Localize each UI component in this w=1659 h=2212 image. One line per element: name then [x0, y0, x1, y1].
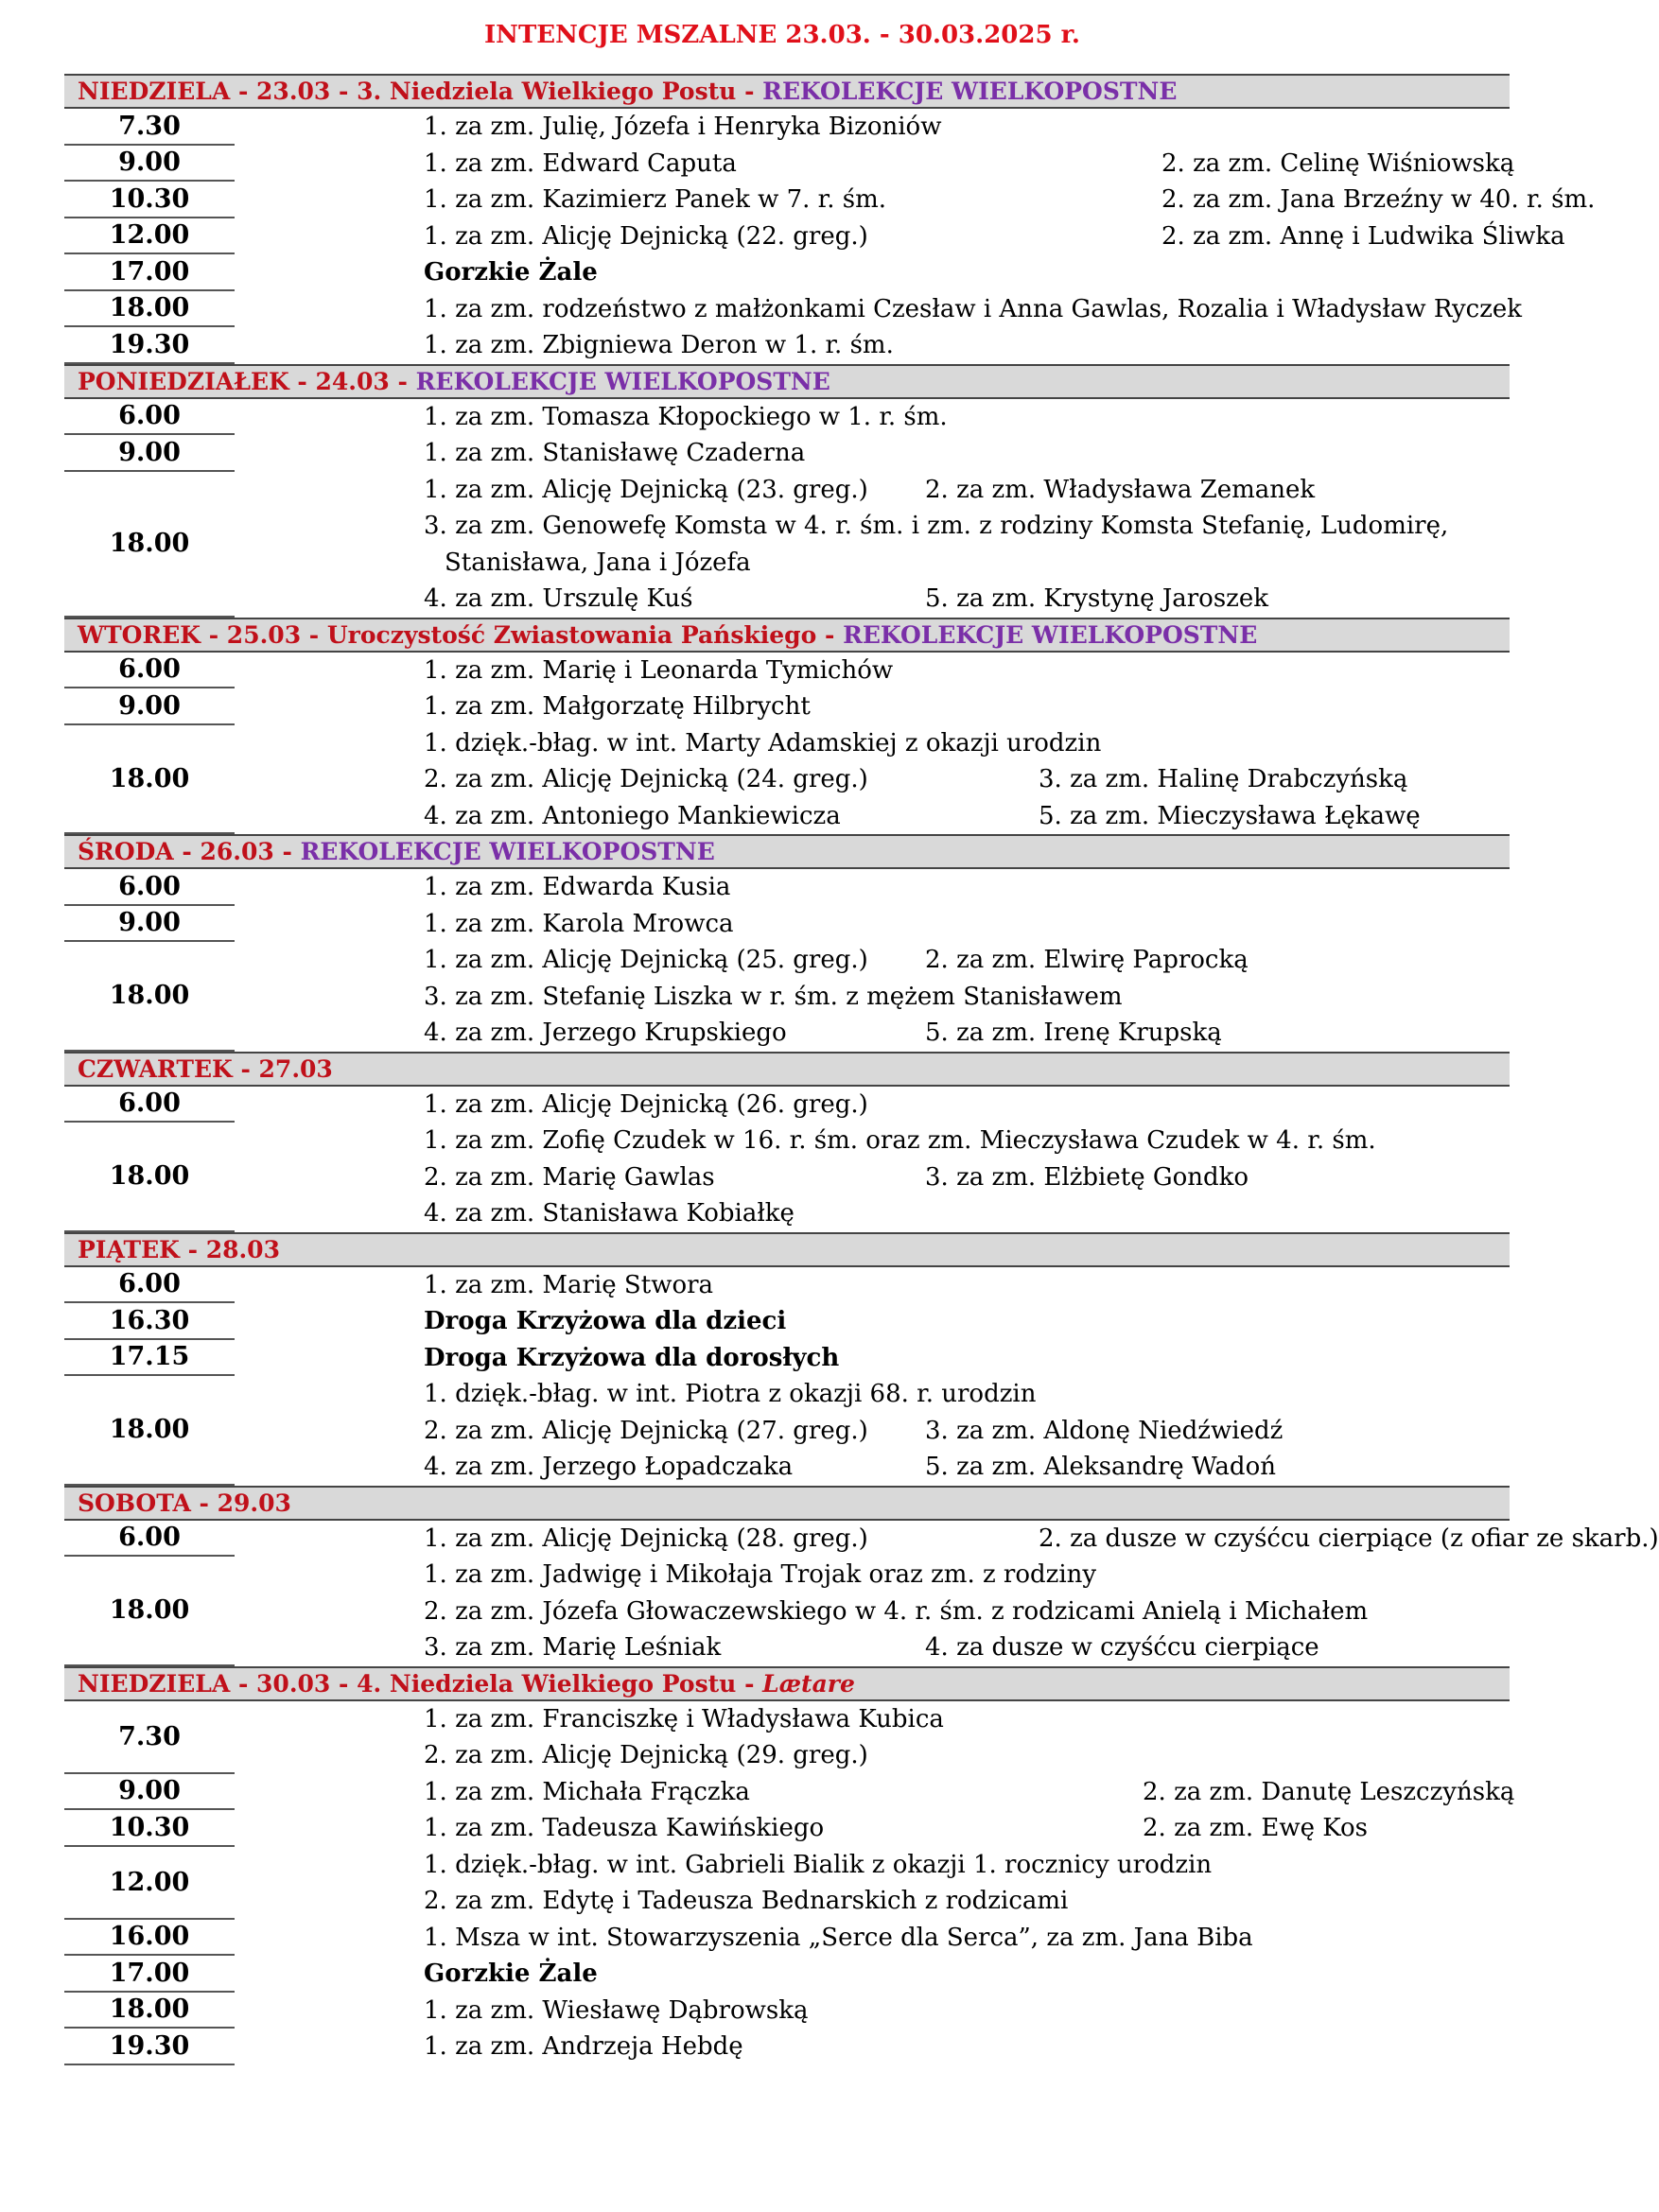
- intention-text: 1. za zm. Andrzeja Hebdę: [424, 2032, 743, 2062]
- intention-text: 1. za zm. Marię i Leonarda Tymichów: [424, 655, 894, 685]
- day-header: [64, 1666, 1510, 1701]
- intention-text: Gorzkie Żale: [424, 258, 598, 287]
- intention-text: 1. za zm. Wiesławę Dąbrowską: [424, 1995, 809, 2025]
- intentions: [235, 291, 1522, 328]
- intention-text: 5. za zm. Krystynę Jaroszek: [925, 584, 1269, 614]
- intention-text: 2. za zm. Alicję Dejnicką (29. greg.): [424, 1741, 868, 1770]
- intention-text: Stanisława, Jana i Józefa: [445, 548, 751, 577]
- day-title: ŚRODA - 26.03: [78, 838, 274, 865]
- mass-row: [64, 725, 1510, 835]
- intention-text: 1. za zm. Alicję Dejnicką (23. greg.): [424, 475, 868, 504]
- day-separator: -: [273, 838, 301, 865]
- mass-row: [64, 399, 1510, 436]
- intention-line: [424, 1195, 1510, 1232]
- day-header: [64, 1232, 1510, 1267]
- mass-time: 19.30: [64, 327, 235, 364]
- intention-text: 1. za zm. Julię, Józefa i Henryka Bizoniów: [424, 113, 942, 142]
- mass-time: 16.30: [64, 1303, 235, 1340]
- intentions: [235, 1303, 1510, 1340]
- mass-time: 9.00: [64, 435, 235, 472]
- intention-line: [424, 435, 1510, 472]
- page-title: INTENCJE MSZALNE 23.03. - 30.03.2025 r.: [484, 21, 1080, 49]
- intention-line: [424, 1449, 1510, 1486]
- mass-time: 18.00: [64, 291, 235, 328]
- mass-row: [64, 1557, 1510, 1666]
- intention-line: [424, 869, 1510, 906]
- intention-line: [424, 906, 1510, 943]
- intention-line: [424, 1340, 1510, 1377]
- intention-text: 4. za zm. Urszulę Kuś: [424, 584, 693, 614]
- intention-line: [424, 688, 1510, 725]
- mass-time: 6.00: [64, 1521, 235, 1558]
- intentions: [235, 1340, 1510, 1377]
- intention-text: 2. za zm. Danutę Leszczyńską: [1143, 1777, 1515, 1806]
- intentions: [235, 906, 1510, 943]
- intention-text: 1. dzięk.-błag. w int. Gabrieli Bialik z okazji 1. rocznicy urodzin: [424, 1850, 1213, 1879]
- mass-time: 6.00: [64, 653, 235, 689]
- intention-line: [424, 146, 1514, 183]
- intention-text: 3. za zm. Stefanię Liszka w r. śm. z mężem Stanisławem: [424, 982, 1123, 1011]
- mass-row: [64, 1956, 1510, 1993]
- intention-line: [424, 2029, 1510, 2065]
- day-header: [64, 364, 1510, 399]
- intention-line: [424, 1123, 1510, 1159]
- mass-row: [64, 1087, 1510, 1123]
- intention-line: [424, 1774, 1514, 1811]
- intention-text: 1. za zm. Franciszkę i Władysława Kubica: [424, 1704, 944, 1733]
- day-title: SOBOTA - 29.03: [78, 1489, 291, 1517]
- intentions: [235, 653, 1510, 689]
- day-header: [64, 74, 1510, 109]
- intention-line: [424, 472, 1510, 509]
- mass-row: [64, 1340, 1510, 1377]
- intention-line: [424, 1701, 1510, 1738]
- mass-row: [64, 688, 1510, 725]
- intention-line: [424, 1557, 1510, 1594]
- intentions: [235, 1557, 1510, 1666]
- intention-text: 3. za zm. Aldonę Niedźwiedź: [925, 1416, 1284, 1445]
- intention-line: [424, 545, 1510, 582]
- intentions: [235, 218, 1565, 255]
- intention-text: 3. za zm. Marię Leśniak: [424, 1633, 722, 1663]
- intentions: [235, 435, 1510, 472]
- intentions: [235, 1521, 1659, 1558]
- intention-text: 2. za zm. Ewę Kos: [1143, 1814, 1369, 1843]
- day-note: Lætare: [762, 1669, 855, 1698]
- day-separator: -: [389, 367, 416, 395]
- day-header: [64, 1486, 1510, 1521]
- intention-line: [424, 761, 1510, 798]
- intention-line: [424, 218, 1565, 255]
- intention-line: [424, 1629, 1510, 1666]
- mass-row: [64, 146, 1515, 183]
- mass-row: [64, 1303, 1510, 1340]
- day-note: REKOLEKCJE WIELKOPOSTNE: [300, 838, 715, 865]
- mass-row: [64, 906, 1510, 943]
- mass-time: 17.00: [64, 1956, 235, 1993]
- intention-text: 2. za zm. Alicję Dejnicką (27. greg.): [424, 1416, 868, 1445]
- intention-text: 1. za zm. Tadeusza Kawińskiego: [424, 1814, 825, 1843]
- mass-time: 9.00: [64, 146, 235, 183]
- intention-line: [424, 327, 1510, 364]
- mass-row: [64, 1774, 1515, 1811]
- intention-line: [424, 1737, 1510, 1774]
- mass-time: 18.00: [64, 1993, 235, 2029]
- intention-line: [424, 1413, 1510, 1450]
- intention-text: 2. za zm. Annę i Ludwika Śliwka: [1161, 221, 1565, 251]
- intentions: [235, 1774, 1514, 1811]
- intention-line: [424, 399, 1510, 436]
- intentions: [235, 725, 1510, 835]
- mass-time: 6.00: [64, 399, 235, 436]
- intention-line: [424, 1015, 1510, 1052]
- intentions: [235, 688, 1510, 725]
- intention-text: 1. za zm. Tomasza Kłopockiego w 1. r. śm.: [424, 402, 948, 431]
- intentions: [235, 2029, 1510, 2065]
- mass-row: [64, 182, 1596, 218]
- intention-text: 2. za zm. Marię Gawlas: [424, 1162, 715, 1192]
- intention-text: 1. za zm. Małgorzatę Hilbrycht: [424, 692, 811, 722]
- intentions: [235, 146, 1514, 183]
- intention-text: 2. za zm. Alicję Dejnicką (24. greg.): [424, 765, 868, 794]
- intentions: [235, 1701, 1510, 1774]
- day-header: [64, 1052, 1510, 1087]
- intention-line: [424, 581, 1510, 618]
- day-title: CZWARTEK - 27.03: [78, 1054, 333, 1083]
- intention-text: 5. za zm. Irenę Krupską: [925, 1019, 1222, 1048]
- day-title: WTOREK - 25.03 - Uroczystość Zwiastowania Pańskiego: [78, 620, 817, 649]
- intention-line: [424, 1303, 1510, 1340]
- mass-row: [64, 1993, 1510, 2029]
- intentions: [235, 869, 1510, 906]
- intention-line: [424, 1920, 1510, 1957]
- intentions: [235, 942, 1510, 1052]
- intentions: [235, 1993, 1510, 2029]
- intention-text: 4. za zm. Antoniego Mankiewicza: [424, 801, 841, 830]
- mass-row: [64, 2029, 1510, 2065]
- mass-time: 12.00: [64, 218, 235, 255]
- mass-time: 6.00: [64, 1267, 235, 1304]
- mass-time: 18.00: [64, 942, 235, 1052]
- mass-time: 16.00: [64, 1920, 235, 1957]
- mass-row: [64, 109, 1510, 146]
- mass-time: 6.00: [64, 1087, 235, 1123]
- intentions: [235, 1123, 1510, 1232]
- mass-time: 9.00: [64, 688, 235, 725]
- intention-line: [424, 1847, 1510, 1884]
- mass-time: 12.00: [64, 1847, 235, 1920]
- mass-row: [64, 327, 1510, 364]
- mass-time: 10.30: [64, 1810, 235, 1847]
- mass-time: 18.00: [64, 1557, 235, 1666]
- intention-text: 5. za zm. Mieczysława Łękawę: [1039, 801, 1421, 830]
- intention-text: Droga Krzyżowa dla dorosłych: [424, 1343, 840, 1372]
- mass-row: [64, 1123, 1510, 1232]
- intention-text: 1. za zm. Marię Stwora: [424, 1270, 714, 1299]
- intentions: [235, 399, 1510, 436]
- intentions: [235, 1087, 1510, 1123]
- intention-line: [424, 254, 1510, 291]
- mass-row: [64, 1920, 1510, 1957]
- intention-line: [424, 725, 1510, 762]
- intention-text: 1. za zm. Alicję Dejnicką (25. greg.): [424, 946, 868, 975]
- mass-time: 17.15: [64, 1340, 235, 1377]
- day-header: [64, 618, 1510, 653]
- intention-text: 1. za zm. Stanisławę Czaderna: [424, 439, 806, 468]
- intentions: [235, 472, 1510, 618]
- intention-text: 1. Msza w int. Stowarzyszenia „Serce dla Serca”, za zm. Jana Biba: [424, 1923, 1253, 1952]
- mass-row: [64, 254, 1510, 291]
- mass-row: [64, 291, 1523, 328]
- day-separator: -: [736, 78, 763, 105]
- intentions: [235, 1920, 1510, 1957]
- mass-row: [64, 942, 1510, 1052]
- intention-line: [424, 1993, 1510, 2029]
- mass-time: 18.00: [64, 472, 235, 618]
- mass-time: 18.00: [64, 1376, 235, 1486]
- day-title: PIĄTEK - 28.03: [78, 1235, 280, 1263]
- intention-text: 1. za zm. Edwarda Kusia: [424, 873, 731, 902]
- intentions: [235, 182, 1595, 218]
- intention-text: 4. za dusze w czyśćcu cierpiące: [925, 1633, 1319, 1663]
- mass-time: 18.00: [64, 725, 235, 835]
- mass-row: [64, 1847, 1510, 1920]
- intention-text: 1. za zm. Alicję Dejnicką (22. greg.): [424, 221, 868, 251]
- intention-text: 2. za zm. Celinę Wiśniowską: [1161, 148, 1515, 178]
- mass-row: [64, 218, 1565, 255]
- intention-text: Gorzkie Żale: [424, 1959, 598, 1989]
- mass-row: [64, 1267, 1510, 1304]
- mass-row: [64, 869, 1510, 906]
- intention-line: [424, 1267, 1510, 1304]
- intention-text: 1. za zm. rodzeństwo z małżonkami Czesław i Anna Gawlas, Rozalia i Władysław Ryczek: [424, 294, 1523, 323]
- day-title: NIEDZIELA - 23.03 - 3. Niedziela Wielkiego Postu: [78, 78, 737, 105]
- intention-text: 1. za zm. Karola Mrowca: [424, 909, 734, 938]
- intentions: [235, 1376, 1510, 1486]
- intention-text: 3. za zm. Genowefę Komsta w 4. r. śm. i zm. z rodziny Komsta Stefanię, Ludomirę,: [424, 512, 1449, 541]
- mass-row: [64, 653, 1510, 689]
- intention-text: 3. za zm. Elżbietę Gondko: [925, 1162, 1249, 1192]
- mass-row: [64, 1701, 1510, 1774]
- intention-line: [424, 942, 1510, 979]
- mass-time: 7.30: [64, 109, 235, 146]
- intention-line: [424, 653, 1510, 689]
- mass-time: 19.30: [64, 2029, 235, 2065]
- intentions: [235, 109, 1510, 146]
- intentions: [235, 1810, 1510, 1847]
- intention-text: 1. za zm. Edward Caputa: [424, 148, 737, 178]
- intention-text: 1. za zm. Zofię Czudek w 16. r. śm. oraz zm. Mieczysława Czudek w 4. r. śm.: [424, 1126, 1376, 1156]
- intentions: [235, 1267, 1510, 1304]
- intentions: [235, 1956, 1510, 1993]
- intention-text: 1. za zm. Michała Frączka: [424, 1777, 750, 1806]
- intention-line: [424, 1956, 1510, 1993]
- intention-text: 2. za zm. Jana Brzeźny w 40. r. śm.: [1161, 185, 1596, 215]
- mass-row: [64, 435, 1510, 472]
- day-title: PONIEDZIAŁEK - 24.03: [78, 367, 390, 395]
- intention-line: [424, 1521, 1659, 1558]
- day-title: NIEDZIELA - 30.03 - 4. Niedziela Wielkiego Postu: [78, 1669, 737, 1698]
- intention-text: 3. za zm. Halinę Drabczyńską: [1039, 765, 1408, 794]
- mass-row: [64, 1376, 1510, 1486]
- intention-text: 4. za zm. Jerzego Łopadczaka: [424, 1453, 794, 1482]
- intention-text: 1. za zm. Alicję Dejnicką (26. greg.): [424, 1089, 868, 1119]
- intention-line: [424, 508, 1510, 545]
- intention-text: 2. za zm. Elwirę Paprocką: [925, 946, 1249, 975]
- intention-line: [424, 109, 1510, 146]
- mass-time: 9.00: [64, 906, 235, 943]
- day-note: REKOLEKCJE WIELKOPOSTNE: [762, 78, 1178, 105]
- mass-row: [64, 472, 1510, 618]
- intention-line: [424, 1810, 1510, 1847]
- intention-line: [424, 1594, 1510, 1630]
- intention-text: 4. za zm. Stanisława Kobiałkę: [424, 1199, 795, 1228]
- intentions: [235, 1847, 1510, 1920]
- mass-time: 10.30: [64, 182, 235, 218]
- mass-row: [64, 1521, 1659, 1558]
- intention-line: [424, 979, 1510, 1016]
- intention-text: 2. za zm. Józefa Głowaczewskiego w 4. r. śm. z rodzicami Anielą i Michałem: [424, 1596, 1369, 1626]
- intentions: [235, 327, 1510, 364]
- intention-line: [424, 1087, 1510, 1123]
- intention-line: [424, 798, 1510, 835]
- intention-text: 1. za zm. Alicję Dejnicką (28. greg.): [424, 1524, 868, 1553]
- intention-text: 1. za zm. Zbigniewa Deron w 1. r. śm.: [424, 331, 894, 360]
- day-note: REKOLEKCJE WIELKOPOSTNE: [843, 620, 1258, 649]
- day-separator: -: [736, 1669, 763, 1698]
- intention-text: 4. za zm. Jerzego Krupskiego: [424, 1019, 787, 1048]
- intention-text: 1. za zm. Jadwigę i Mikołaja Trojak oraz zm. z rodziny: [424, 1560, 1097, 1590]
- mass-time: 9.00: [64, 1774, 235, 1811]
- intention-text: 2. za dusze w czyśćcu cierpiące (z ofiar ze skarb.): [1039, 1524, 1659, 1553]
- intention-text: 2. za zm. Władysława Zemanek: [925, 475, 1316, 504]
- intention-text: Droga Krzyżowa dla dzieci: [424, 1307, 787, 1336]
- mass-time: 18.00: [64, 1123, 235, 1232]
- day-header: [64, 834, 1510, 869]
- mass-time: 6.00: [64, 869, 235, 906]
- intention-text: 1. dzięk.-błag. w int. Piotra z okazji 68. r. urodzin: [424, 1380, 1037, 1409]
- mass-time: 17.00: [64, 254, 235, 291]
- day-separator: -: [816, 620, 844, 649]
- intention-line: [424, 291, 1522, 328]
- intention-line: [424, 1883, 1510, 1920]
- intention-line: [424, 1159, 1510, 1196]
- mass-schedule: [64, 74, 1659, 2065]
- intention-line: [424, 1376, 1510, 1413]
- intention-text: 5. za zm. Aleksandrę Wadoń: [925, 1453, 1276, 1482]
- mass-row: [64, 1810, 1510, 1847]
- intention-text: 2. za zm. Edytę i Tadeusza Bednarskich z rodzicami: [424, 1887, 1069, 1916]
- intention-text: 1. za zm. Kazimierz Panek w 7. r. śm.: [424, 185, 887, 215]
- intentions: [235, 254, 1510, 291]
- mass-time: 7.30: [64, 1701, 235, 1774]
- intention-line: [424, 182, 1595, 218]
- intention-text: 1. dzięk.-błag. w int. Marty Adamskiej z okazji urodzin: [424, 728, 1102, 758]
- day-note: REKOLEKCJE WIELKOPOSTNE: [415, 367, 830, 395]
